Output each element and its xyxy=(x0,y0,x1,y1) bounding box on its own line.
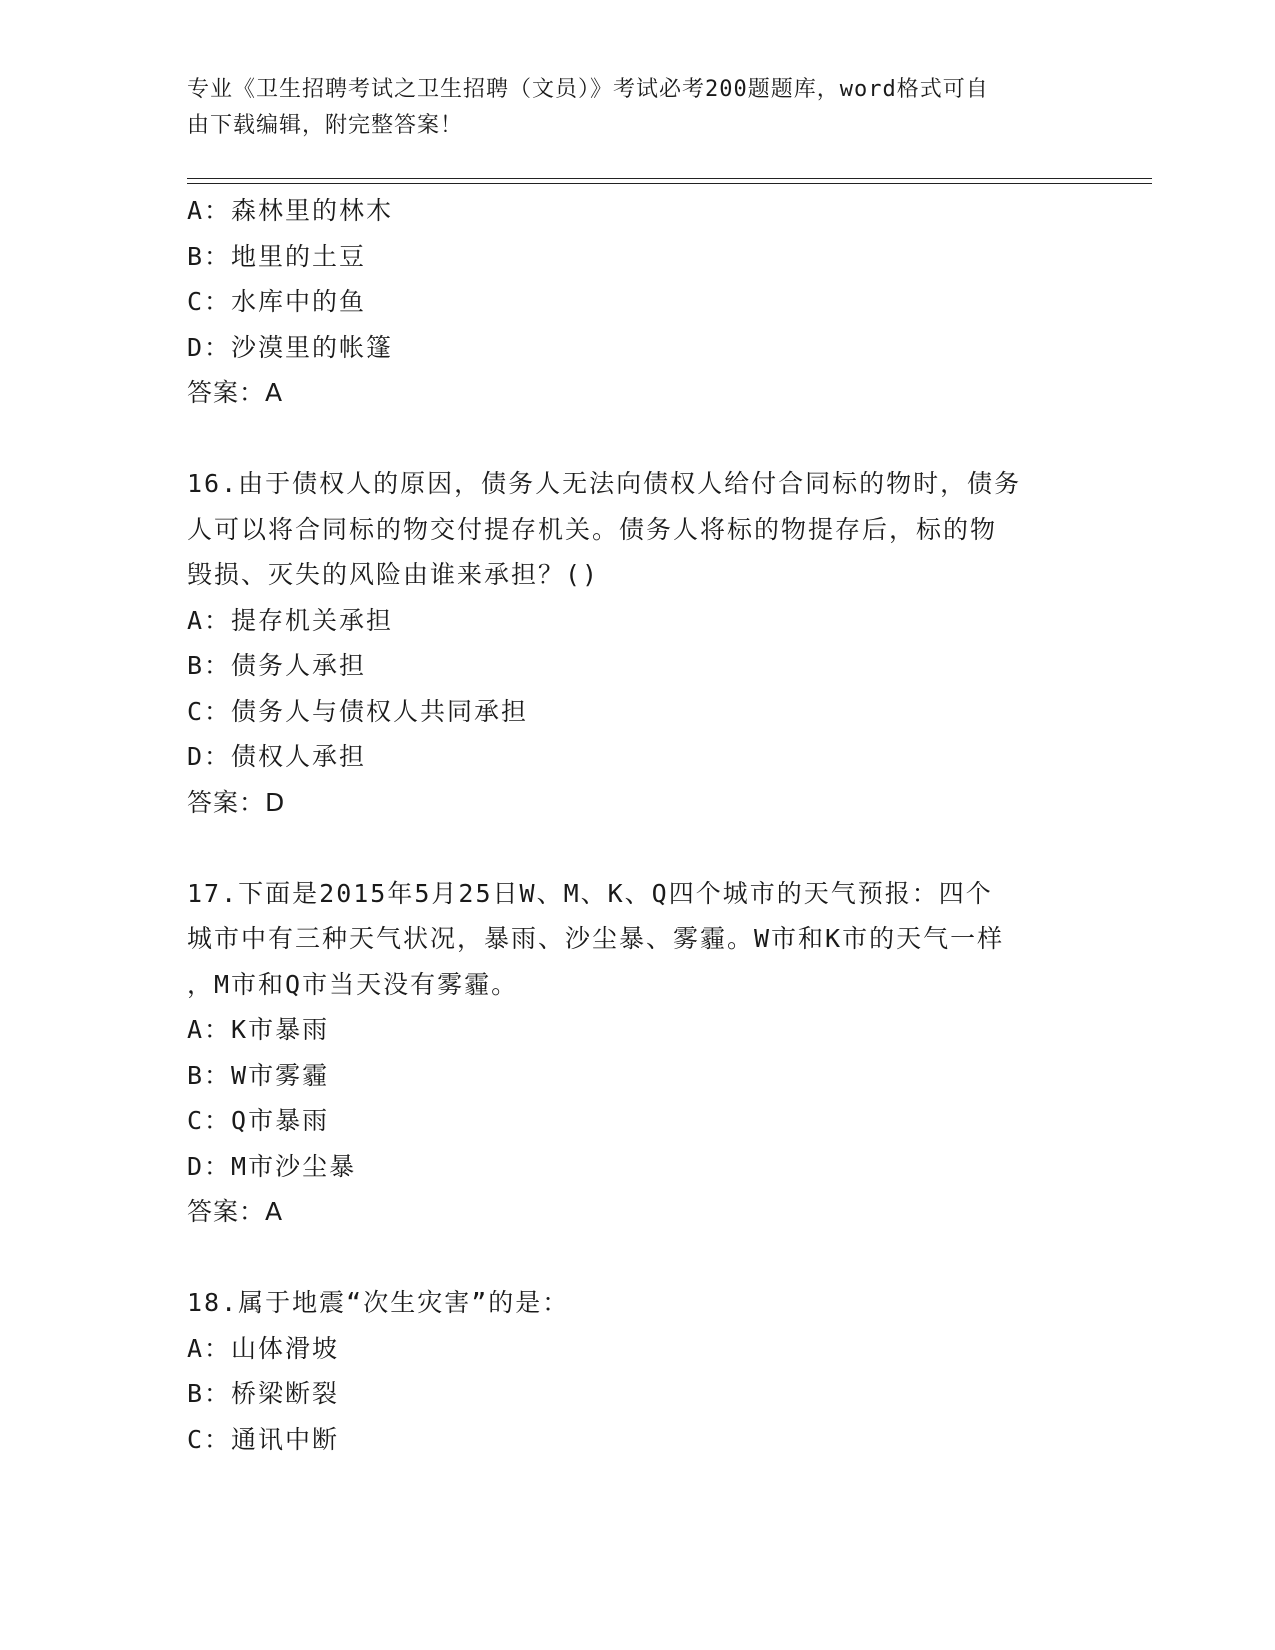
option-c: C：通讯中断 xyxy=(187,1424,340,1454)
question-15 xyxy=(187,188,1087,416)
question-text-line: 18.属于地震“次生灾害”的是： xyxy=(187,1288,570,1317)
document-header xyxy=(187,72,1067,144)
question-17 xyxy=(187,871,1087,1235)
question-text-line: 16.由于债权人的原因，债务人无法向债权人给付合同标的物时，债务 xyxy=(187,469,1022,498)
option-c: C：Q市暴雨 xyxy=(187,1106,330,1135)
spacer xyxy=(187,825,1087,871)
option-a: A：山体滑坡 xyxy=(187,1333,340,1363)
question-text-line: 17.下面是2015年5月25日W、M、K、Q四个城市的天气预报：四个 xyxy=(187,878,993,908)
option-b: B：W市雾霾 xyxy=(187,1060,330,1090)
header-line-1: 专业《卫生招聘考试之卫生招聘（文员）》考试必考200题题库，word格式可自 xyxy=(187,77,989,102)
question-16 xyxy=(187,461,1087,825)
question-list xyxy=(187,188,1087,1462)
option-a: A：提存机关承担 xyxy=(187,605,394,635)
option-d: D：沙漠里的帐篷 xyxy=(187,332,394,362)
question-text-line: 城市中有三种天气状况，暴雨、沙尘暴、雾霾。W市和K市的天气一样 xyxy=(187,924,1005,953)
answer-line: 答案：A xyxy=(187,378,284,407)
option-b: B：地里的土豆 xyxy=(187,241,367,271)
spacer xyxy=(187,1235,1087,1281)
option-a: A：K市暴雨 xyxy=(187,1015,330,1044)
question-18 xyxy=(187,1280,1087,1462)
header-divider-top xyxy=(187,178,1152,179)
option-d: D：债权人承担 xyxy=(187,742,367,771)
question-text-line: 人可以将合同标的物交付提存机关。债务人将标的物提存后，标的物 xyxy=(187,514,998,544)
spacer xyxy=(187,416,1087,462)
option-c: C：债务人与债权人共同承担 xyxy=(187,696,529,726)
header-divider-bottom xyxy=(187,183,1152,184)
question-text-line: 毁损、灭失的风险由谁来承担？() xyxy=(187,560,600,589)
question-text-line: ，M市和Q市当天没有雾霾。 xyxy=(187,969,519,999)
answer-line: 答案：D xyxy=(187,787,286,817)
option-b: B：债务人承担 xyxy=(187,651,367,680)
option-c: C：水库中的鱼 xyxy=(187,287,367,316)
option-a: A：森林里的林木 xyxy=(187,196,394,225)
option-d: D：M市沙尘暴 xyxy=(187,1151,357,1181)
answer-line: 答案：A xyxy=(187,1197,284,1226)
option-b: B：桥梁断裂 xyxy=(187,1379,340,1408)
header-line-2: 由下载编辑，附完整答案！ xyxy=(187,113,464,138)
